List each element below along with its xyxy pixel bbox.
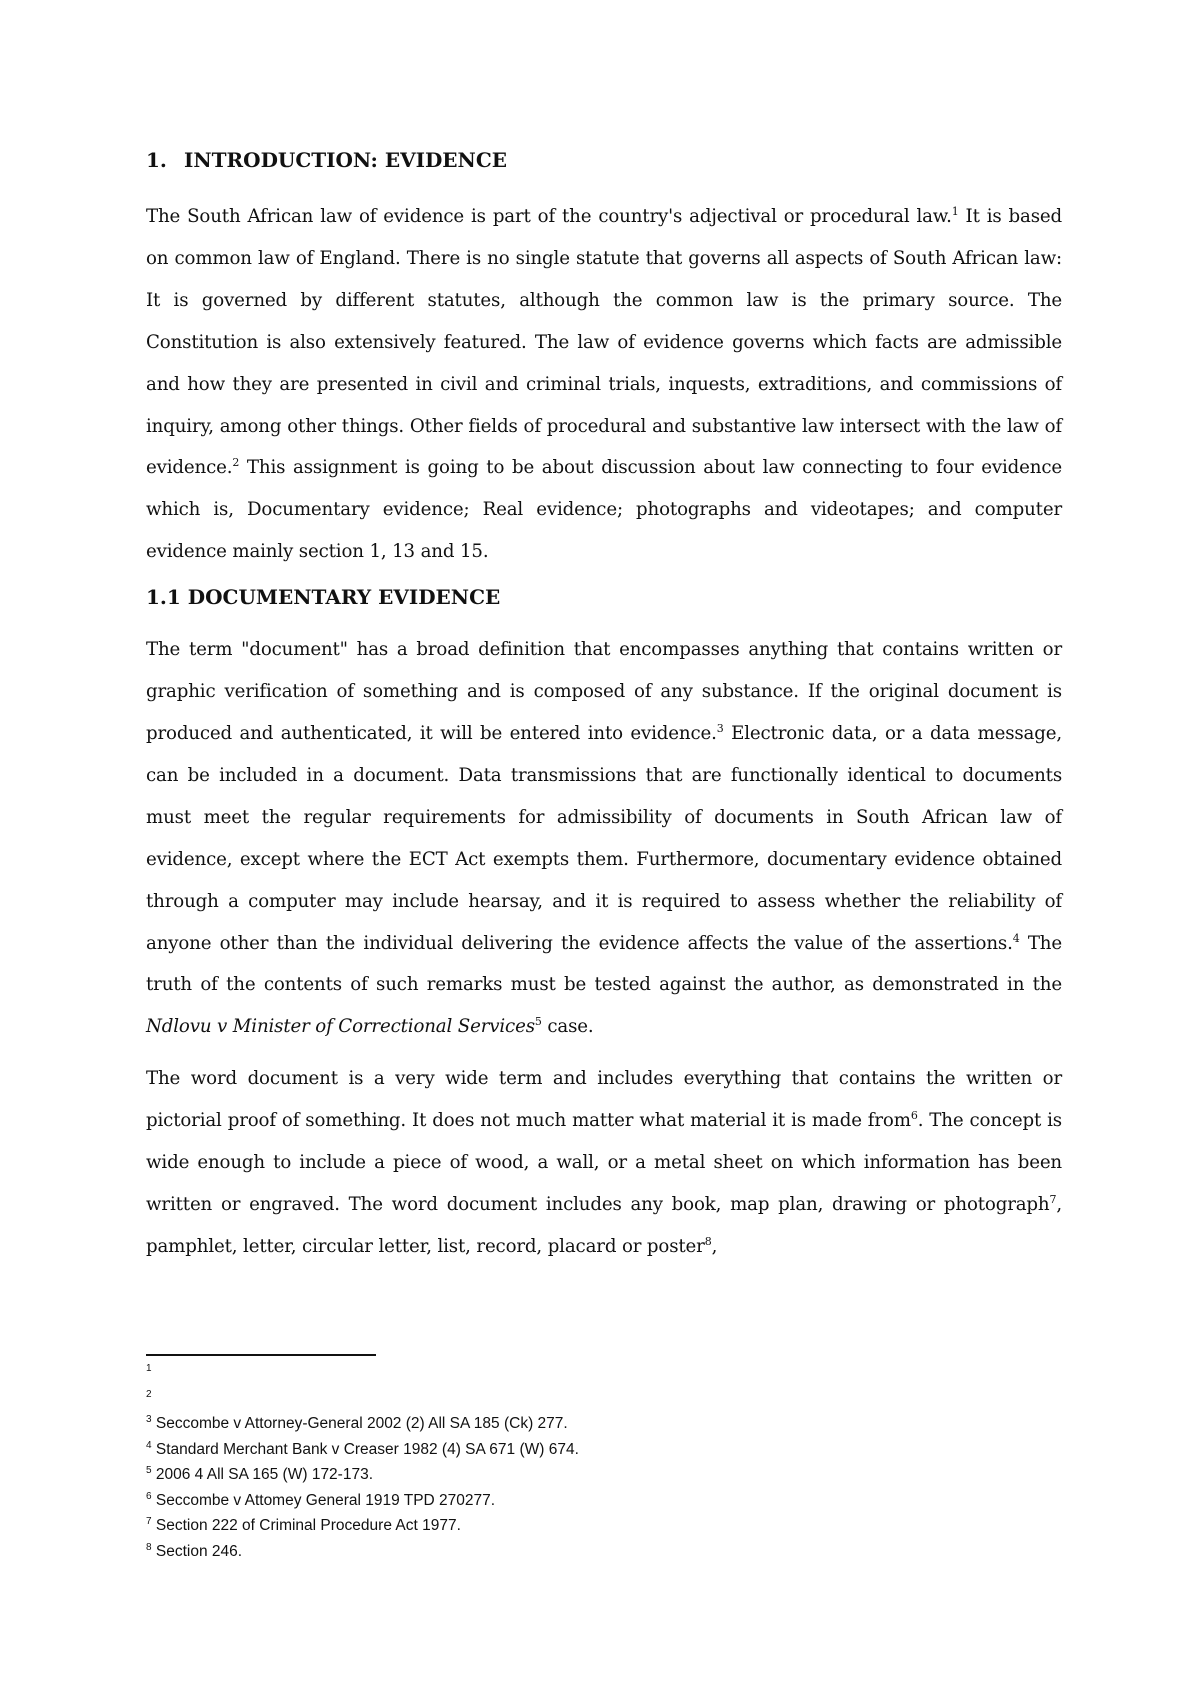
text-run: The truth of the contents of such remarks must be tested against the author, as demonstrated in the <box>146 932 1062 996</box>
footnote-ref-1[interactable]: 1 <box>951 204 959 218</box>
footnote-ref-7[interactable]: 7 <box>1049 1192 1057 1206</box>
footnote-text: Section 222 of Criminal Procedure Act 1977. <box>155 1517 461 1534</box>
text-run: The word document is a very wide term and includes everything that contains the written or pictorial proof of something. It does not much matter what material it is made from <box>146 1068 1062 1132</box>
footnote-text: Section 246. <box>155 1542 243 1560</box>
text-run: , <box>711 1235 718 1257</box>
footnote-number: 3 <box>146 1413 152 1425</box>
text-run: case. <box>541 1016 594 1038</box>
footnote-number: 7 <box>146 1515 152 1527</box>
footnote-2 <box>146 1386 1062 1412</box>
footnote-text: Seccombe v Attorney-General 2002 (2) All SA 185 (Ck) 277. <box>155 1415 568 1432</box>
footnote-3 <box>146 1411 1062 1437</box>
footnote-number: 4 <box>146 1439 152 1451</box>
footnote-6 <box>146 1488 1062 1514</box>
footnote-number: 1 <box>146 1362 152 1374</box>
footnotes-section <box>146 1354 1062 1564</box>
footnote-number: 8 <box>146 1541 152 1553</box>
footnote-number: 5 <box>146 1464 152 1476</box>
section-heading-introduction <box>146 146 1062 174</box>
footnote-4 <box>146 1437 1062 1463</box>
footnote-ref-8[interactable]: 8 <box>704 1234 712 1248</box>
footnote-7 <box>146 1513 1062 1539</box>
footnote-ref-6[interactable]: 6 <box>910 1109 918 1123</box>
footnote-5 <box>146 1462 1062 1488</box>
heading-number: 1. <box>146 148 167 172</box>
footnote-1 <box>146 1360 1062 1386</box>
text-run: The South African law of evidence is part of the country's adjectival or procedural law. <box>146 206 952 227</box>
footnote-number: 6 <box>146 1490 152 1502</box>
main-content <box>146 146 1062 1278</box>
footnote-number: 2 <box>146 1388 152 1400</box>
text-run: Electronic data, or a data message, can be included in a document. Data transmissions that are functionally identical to documents must meet the regular requirements for admissibility of documents in South African law of evidence, except where the ECT Act exempts them. Furthermore, documentary evidence obtained through a computer may include hearsay, and it is required to assess whether the reliability of anyone other than the individual delivering the evidence affects the value of the assertions. <box>146 722 1062 954</box>
text-run: This assignment is going to be about discussion about law connecting to four evidence which is, Documentary evidence; Real evidence; photographs and videotapes; and computer evidence mainly section 1, 13 and 15. <box>146 457 1062 563</box>
footnote-ref-3[interactable]: 3 <box>716 721 724 735</box>
text-run: , pamphlet, letter, circular letter, list, record, placard or poster <box>146 1193 1062 1257</box>
text-run: . The concept is wide enough to include a piece of wood, a wall, or a metal sheet on which information has been written or engraved. The word document includes any book, map plan, drawing or photograph <box>146 1110 1062 1215</box>
documentary-paragraph-2 <box>146 1058 1062 1268</box>
footnote-ref-2[interactable]: 2 <box>232 456 240 470</box>
footnote-text: 2006 4 All SA 165 (W) 172-173. <box>155 1466 374 1483</box>
intro-paragraph <box>146 196 1062 573</box>
footnote-text: Seccombe v Attomey General 1919 TPD 270277. <box>155 1491 496 1509</box>
footnote-ref-4[interactable]: 4 <box>1012 931 1020 945</box>
case-name: Ndlovu v Minister of Correctional Services <box>146 1016 535 1038</box>
text-run: The term "document" has a broad definition that encompasses anything that contains written or graphic verification of something and is composed of any substance. If the original document is produced and authenticated, it will be entered into evidence. <box>146 639 1062 744</box>
footnote-8 <box>146 1539 1062 1565</box>
footnote-text: Standard Merchant Bank v Creaser 1982 (4) SA 671 (W) 674. <box>155 1440 579 1458</box>
section-heading-documentary-evidence: 1.1 DOCUMENTARY EVIDENCE <box>146 585 501 610</box>
documentary-paragraph-1 <box>146 629 1062 1048</box>
footnote-separator <box>146 1354 376 1356</box>
footnote-ref-5[interactable]: 5 <box>534 1015 542 1029</box>
text-run: It is based on common law of England. There is no single statute that governs all aspects of South African law: It is governed by different statutes, although the common law is the primary source. The Constitution is also extensively featured. The law of evidence governs which facts are admissible and how they are presented in civil and criminal trials, inquests, extraditions, and commissions of inquiry, among other things. Other fields of procedural and substantive law intersect with the law of evidence. <box>146 206 1062 479</box>
heading-title: INTRODUCTION: EVIDENCE <box>184 148 507 172</box>
